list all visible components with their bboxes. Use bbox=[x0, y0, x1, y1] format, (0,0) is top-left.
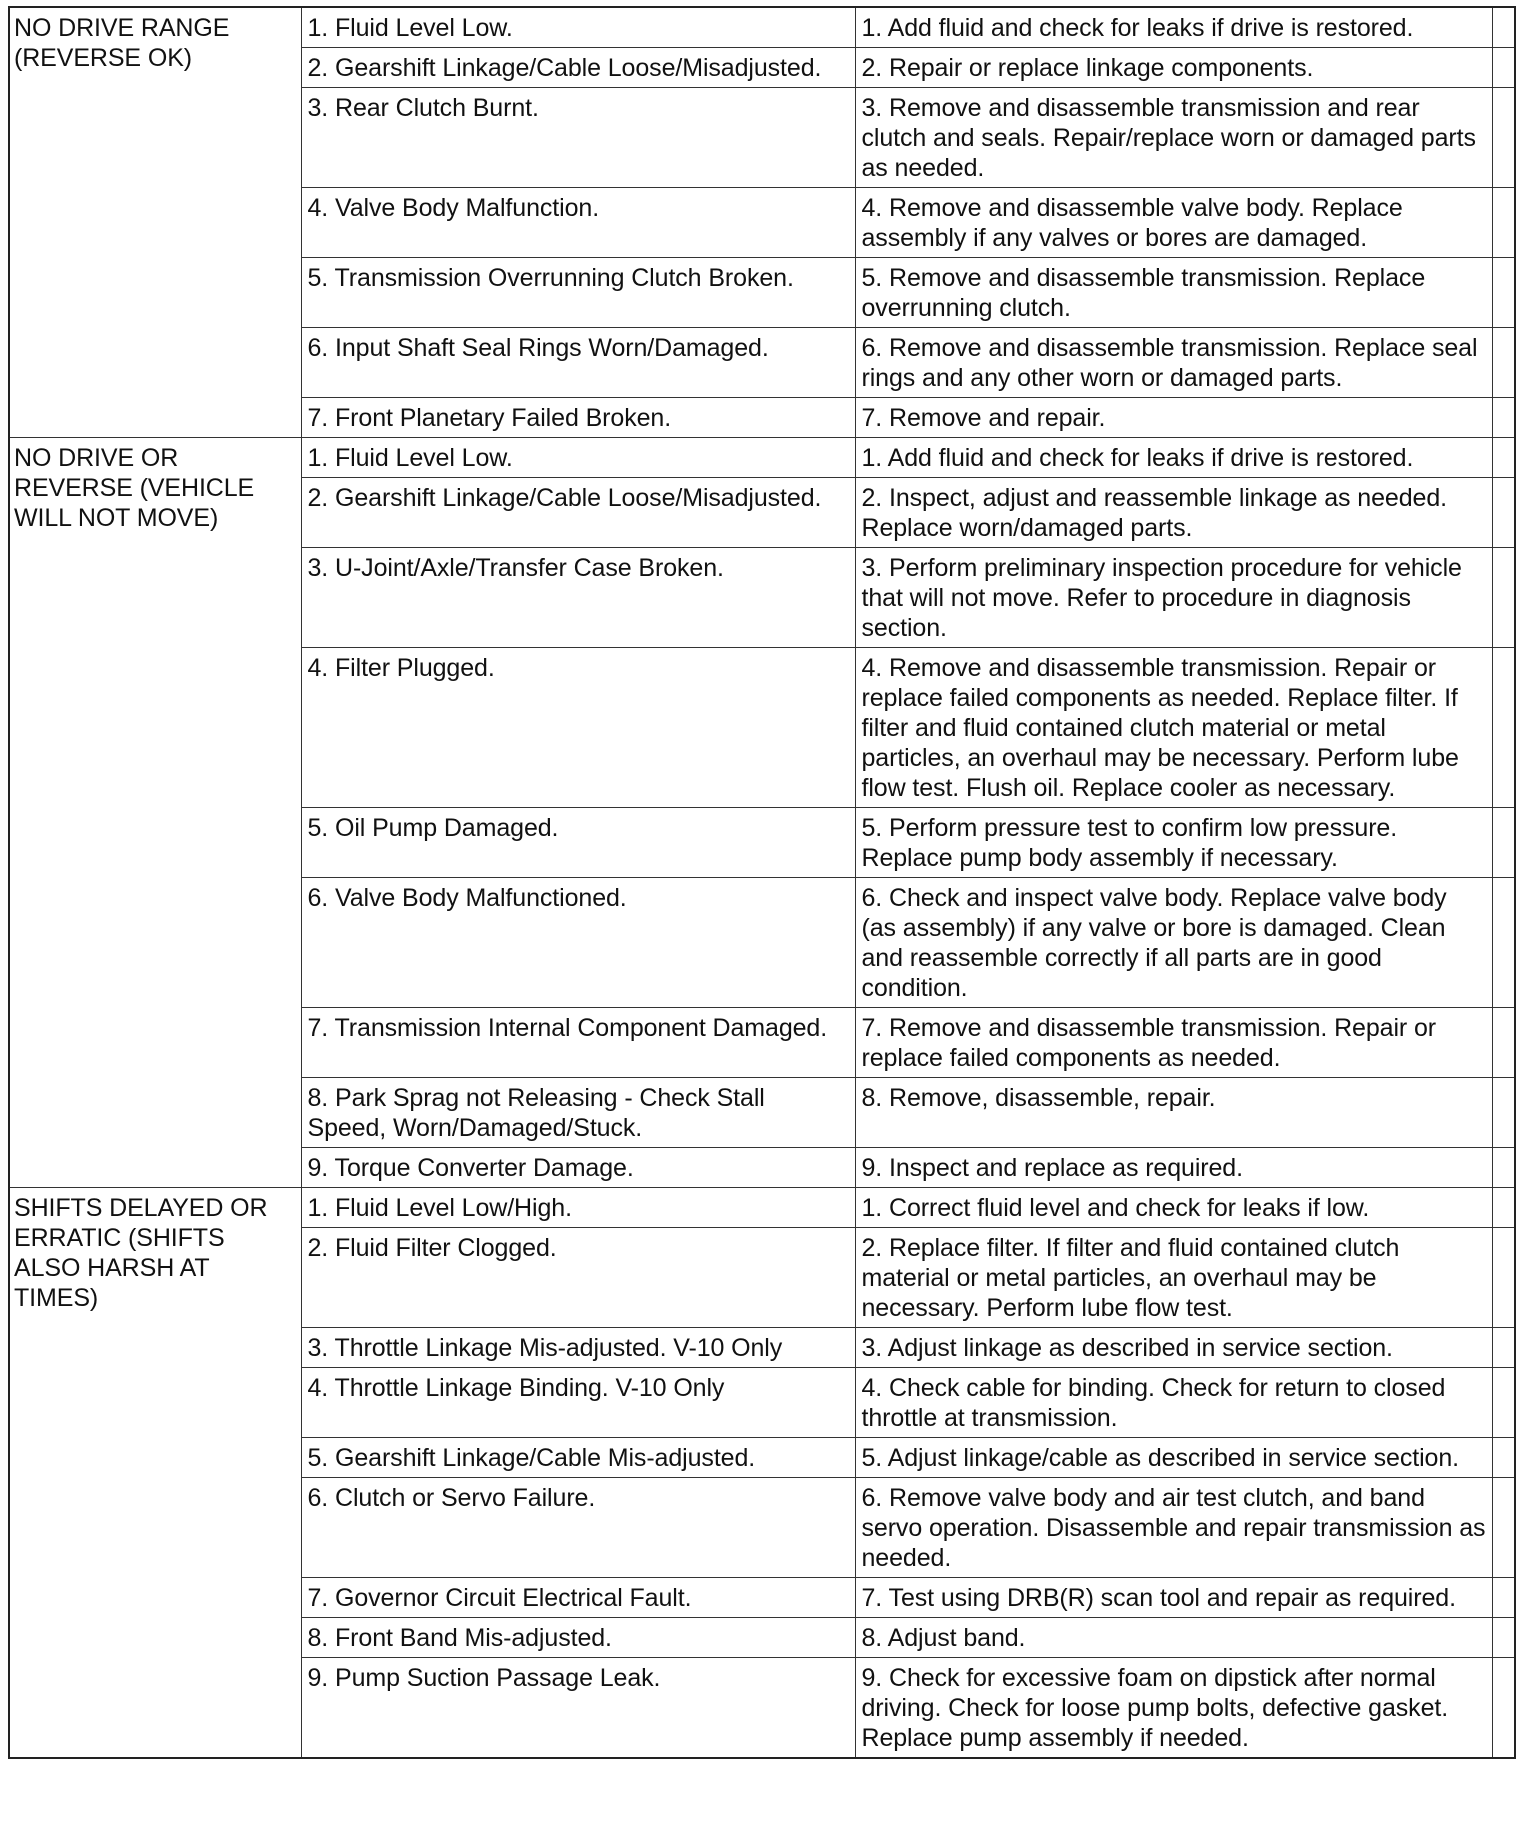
cause-cell: 6. Input Shaft Seal Rings Worn/Damaged. bbox=[301, 328, 855, 398]
blank-cell bbox=[1492, 1578, 1515, 1618]
cause-cell: 1. Fluid Level Low. bbox=[301, 7, 855, 48]
correction-cell: 6. Remove valve body and air test clutch, and band servo operation. Disassemble and repair transmission as needed. bbox=[855, 1478, 1492, 1578]
cause-cell: 4. Valve Body Malfunction. bbox=[301, 188, 855, 258]
blank-cell bbox=[1492, 88, 1515, 188]
table-row bbox=[9, 438, 1515, 478]
correction-cell: 5. Perform pressure test to confirm low pressure. Replace pump body assembly if necessary. bbox=[855, 808, 1492, 878]
cause-cell: 4. Throttle Linkage Binding. V-10 Only bbox=[301, 1368, 855, 1438]
correction-cell: 3. Remove and disassemble transmission and rear clutch and seals. Repair/replace worn or damaged parts as needed. bbox=[855, 88, 1492, 188]
correction-cell: 4. Remove and disassemble valve body. Replace assembly if any valves or bores are damaged. bbox=[855, 188, 1492, 258]
correction-cell: 5. Adjust linkage/cable as described in service section. bbox=[855, 1438, 1492, 1478]
correction-cell: 7. Test using DRB(R) scan tool and repair as required. bbox=[855, 1578, 1492, 1618]
blank-cell bbox=[1492, 1148, 1515, 1188]
correction-cell: 3. Adjust linkage as described in service section. bbox=[855, 1328, 1492, 1368]
blank-cell bbox=[1492, 1658, 1515, 1759]
correction-cell: 2. Repair or replace linkage components. bbox=[855, 48, 1492, 88]
correction-cell: 6. Remove and disassemble transmission. Replace seal rings and any other worn or damaged parts. bbox=[855, 328, 1492, 398]
cause-cell: 9. Pump Suction Passage Leak. bbox=[301, 1658, 855, 1759]
correction-cell: 1. Add fluid and check for leaks if drive is restored. bbox=[855, 438, 1492, 478]
condition-cell: NO DRIVE OR REVERSE (VEHICLE WILL NOT MOVE) bbox=[9, 438, 301, 1188]
blank-cell bbox=[1492, 1008, 1515, 1078]
correction-cell: 7. Remove and repair. bbox=[855, 398, 1492, 438]
blank-cell bbox=[1492, 478, 1515, 548]
blank-cell bbox=[1492, 1228, 1515, 1328]
table-row bbox=[9, 1188, 1515, 1228]
correction-cell: 1. Correct fluid level and check for leaks if low. bbox=[855, 1188, 1492, 1228]
cause-cell: 3. U-Joint/Axle/Transfer Case Broken. bbox=[301, 548, 855, 648]
correction-cell: 5. Remove and disassemble transmission. Replace overrunning clutch. bbox=[855, 258, 1492, 328]
blank-cell bbox=[1492, 328, 1515, 398]
blank-cell bbox=[1492, 1438, 1515, 1478]
cause-cell: 7. Transmission Internal Component Damaged. bbox=[301, 1008, 855, 1078]
blank-cell bbox=[1492, 808, 1515, 878]
blank-cell bbox=[1492, 548, 1515, 648]
cause-cell: 7. Front Planetary Failed Broken. bbox=[301, 398, 855, 438]
cause-cell: 2. Gearshift Linkage/Cable Loose/Misadjusted. bbox=[301, 48, 855, 88]
correction-cell: 2. Replace filter. If filter and fluid contained clutch material or metal particles, an overhaul may be necessary. Perform lube flow test. bbox=[855, 1228, 1492, 1328]
blank-cell bbox=[1492, 258, 1515, 328]
correction-cell: 9. Inspect and replace as required. bbox=[855, 1148, 1492, 1188]
cause-cell: 9. Torque Converter Damage. bbox=[301, 1148, 855, 1188]
blank-cell bbox=[1492, 1328, 1515, 1368]
cause-cell: 1. Fluid Level Low/High. bbox=[301, 1188, 855, 1228]
blank-cell bbox=[1492, 398, 1515, 438]
correction-cell: 8. Adjust band. bbox=[855, 1618, 1492, 1658]
blank-cell bbox=[1492, 878, 1515, 1008]
diagnosis-table bbox=[8, 6, 1516, 1759]
correction-cell: 7. Remove and disassemble transmission. Repair or replace failed components as needed. bbox=[855, 1008, 1492, 1078]
correction-cell: 1. Add fluid and check for leaks if drive is restored. bbox=[855, 7, 1492, 48]
blank-cell bbox=[1492, 1478, 1515, 1578]
correction-cell: 4. Remove and disassemble transmission. Repair or replace failed components as needed. Replace filter. If filter and fluid contained clutch material or metal particles, an overhaul may be necessary. Perform lube flow test. Flush oil. Replace cooler as necessary. bbox=[855, 648, 1492, 808]
cause-cell: 5. Gearshift Linkage/Cable Mis-adjusted. bbox=[301, 1438, 855, 1478]
correction-cell: 4. Check cable for binding. Check for return to closed throttle at transmission. bbox=[855, 1368, 1492, 1438]
blank-cell bbox=[1492, 1188, 1515, 1228]
cause-cell: 2. Fluid Filter Clogged. bbox=[301, 1228, 855, 1328]
cause-cell: 3. Throttle Linkage Mis-adjusted. V-10 Only bbox=[301, 1328, 855, 1368]
cause-cell: 8. Front Band Mis-adjusted. bbox=[301, 1618, 855, 1658]
correction-cell: 6. Check and inspect valve body. Replace valve body (as assembly) if any valve or bore is damaged. Clean and reassemble correctly if all parts are in good condition. bbox=[855, 878, 1492, 1008]
cause-cell: 7. Governor Circuit Electrical Fault. bbox=[301, 1578, 855, 1618]
correction-cell: 3. Perform preliminary inspection procedure for vehicle that will not move. Refer to procedure in diagnosis section. bbox=[855, 548, 1492, 648]
correction-cell: 9. Check for excessive foam on dipstick after normal driving. Check for loose pump bolts, defective gasket. Replace pump assembly if needed. bbox=[855, 1658, 1492, 1759]
blank-cell bbox=[1492, 1618, 1515, 1658]
blank-cell bbox=[1492, 1368, 1515, 1438]
cause-cell: 8. Park Sprag not Releasing - Check Stall Speed, Worn/Damaged/Stuck. bbox=[301, 1078, 855, 1148]
cause-cell: 5. Transmission Overrunning Clutch Broken. bbox=[301, 258, 855, 328]
correction-cell: 2. Inspect, adjust and reassemble linkage as needed. Replace worn/damaged parts. bbox=[855, 478, 1492, 548]
table-row bbox=[9, 7, 1515, 48]
blank-cell bbox=[1492, 1078, 1515, 1148]
blank-cell bbox=[1492, 438, 1515, 478]
condition-cell: SHIFTS DELAYED OR ERRATIC (SHIFTS ALSO HARSH AT TIMES) bbox=[9, 1188, 301, 1759]
blank-cell bbox=[1492, 648, 1515, 808]
condition-cell: NO DRIVE RANGE (REVERSE OK) bbox=[9, 7, 301, 438]
cause-cell: 4. Filter Plugged. bbox=[301, 648, 855, 808]
blank-cell bbox=[1492, 7, 1515, 48]
cause-cell: 5. Oil Pump Damaged. bbox=[301, 808, 855, 878]
cause-cell: 3. Rear Clutch Burnt. bbox=[301, 88, 855, 188]
cause-cell: 2. Gearshift Linkage/Cable Loose/Misadjusted. bbox=[301, 478, 855, 548]
blank-cell bbox=[1492, 188, 1515, 258]
correction-cell: 8. Remove, disassemble, repair. bbox=[855, 1078, 1492, 1148]
cause-cell: 6. Valve Body Malfunctioned. bbox=[301, 878, 855, 1008]
blank-cell bbox=[1492, 48, 1515, 88]
cause-cell: 6. Clutch or Servo Failure. bbox=[301, 1478, 855, 1578]
cause-cell: 1. Fluid Level Low. bbox=[301, 438, 855, 478]
